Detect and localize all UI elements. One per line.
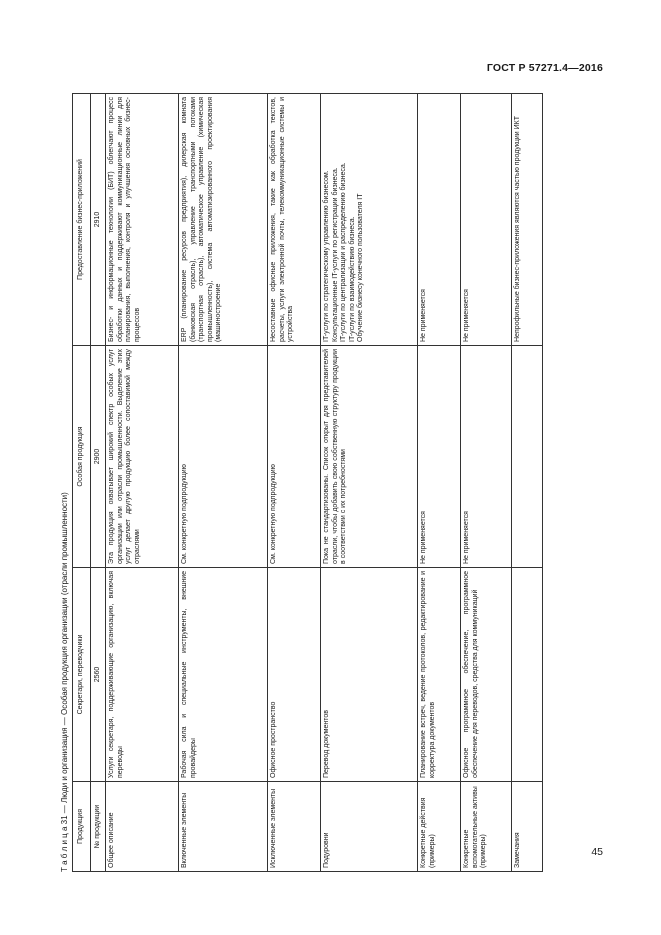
table-row xyxy=(461,94,512,872)
row-label: Подуровни xyxy=(321,782,418,872)
table-cell: См. конкретную подпродукцию xyxy=(268,346,321,568)
table-cell: См. конкретную подпродукцию xyxy=(179,346,268,568)
row-label: Исключенные элементы xyxy=(268,782,321,872)
table-cell xyxy=(512,568,543,782)
table-row xyxy=(106,94,179,872)
table-cell: Бизнес- и информационные технологии (БИТ) облегчают процесс обработки данных и поддерживают коммуникационные линии для планирования, выполнения, контроля и улучшения основных бизнес-процессов xyxy=(106,94,179,346)
rotated-table-block xyxy=(58,94,613,872)
code-2910: 2910 xyxy=(91,94,106,346)
row-label: Конкретные вспомогательные активы (примеры) xyxy=(461,782,512,872)
code-label: № продукции xyxy=(91,782,106,872)
table-caption: Т а б л и ц а 31 — Люди и организация — Особая продукция организации (отрасли промышленности) xyxy=(60,492,69,872)
table-code-row xyxy=(91,94,106,872)
table-cell: Перевод документов xyxy=(321,568,418,782)
document-header: ГОСТ Р 57271.4—2016 xyxy=(486,62,603,74)
table-cell: ERP (планирование ресурсов предприятия), дилерская комната (банковская отрасль), управление транспортными потоками (транспортная отрасль), автоматическое управление (химическая промышленность), система автоматизированного проектирования (машиностроение xyxy=(179,94,268,346)
row-label: Включенные элементы xyxy=(179,782,268,872)
table-cell: Рабочая сила и специальные инструменты, внешние провайдеры xyxy=(179,568,268,782)
page-number: 45 xyxy=(591,846,603,858)
table-cell: Не применяется xyxy=(418,94,461,346)
table-row xyxy=(268,94,321,872)
code-2900: 2900 xyxy=(91,346,106,568)
table-cell: Эта продукция охватывает широкий спектр особых услуг организации или отрасли промышленности. Выделение этих услуг делает другую продукцию более сопоставимой между отраслями xyxy=(106,346,179,568)
row-label: Конкретные действия (примеры) xyxy=(418,782,461,872)
code-2560: 2560 xyxy=(91,568,106,782)
table-cell: Непрофильные бизнес-приложения являются частью продукции ИКТ xyxy=(512,94,543,346)
row-label: Общее описание xyxy=(106,782,179,872)
table-cell: Не применяется xyxy=(461,346,512,568)
table-row xyxy=(418,94,461,872)
header-secretaries: Секретари, переводчики xyxy=(73,568,91,782)
table-cell: Услуги секретаря, поддерживающие организацию, включая переводы xyxy=(106,568,179,782)
table-cell: Не применяется xyxy=(461,94,512,346)
table-cell: Планирование встреч, ведение протоколов, редактирование и корректура документов xyxy=(418,568,461,782)
table-row xyxy=(179,94,268,872)
header-product: Продукция xyxy=(73,782,91,872)
table-cell: IT-услуги по стратегическому управлению бизнесом. Консультационные IT-услуги по регистрации бизнеса. IT-услуги по централизации и распределению бизнеса. IT-услуги по взаимодействию бизнеса. Обучение бизнесу конечного пользователя IT xyxy=(321,94,418,346)
product-table xyxy=(72,93,543,872)
header-special-product: Особая продукция xyxy=(73,346,91,568)
table-row xyxy=(512,94,543,872)
table-cell xyxy=(512,346,543,568)
table-cell: Офисное пространство xyxy=(268,568,321,782)
table-row xyxy=(321,94,418,872)
table-cell: Несоставные офисные приложения, такие как обработка текстов, расчеты, услуги электронной почты, телекоммуникационные системы и устройства xyxy=(268,94,321,346)
row-label: Замечания xyxy=(512,782,543,872)
table-cell: Офисное программное обеспечение, программное обеспечение для переводов, средства для коммуникаций xyxy=(461,568,512,782)
table-cell: Пока не стандартизованы. Список открыт для представителей отрасли, чтобы добавить свою собственную структуру продукции в соответствии с их потребностями xyxy=(321,346,418,568)
table-header-row xyxy=(73,94,91,872)
table-cell: Не применяется xyxy=(418,346,461,568)
header-business-apps: Предоставление бизнес-приложений xyxy=(73,94,91,346)
